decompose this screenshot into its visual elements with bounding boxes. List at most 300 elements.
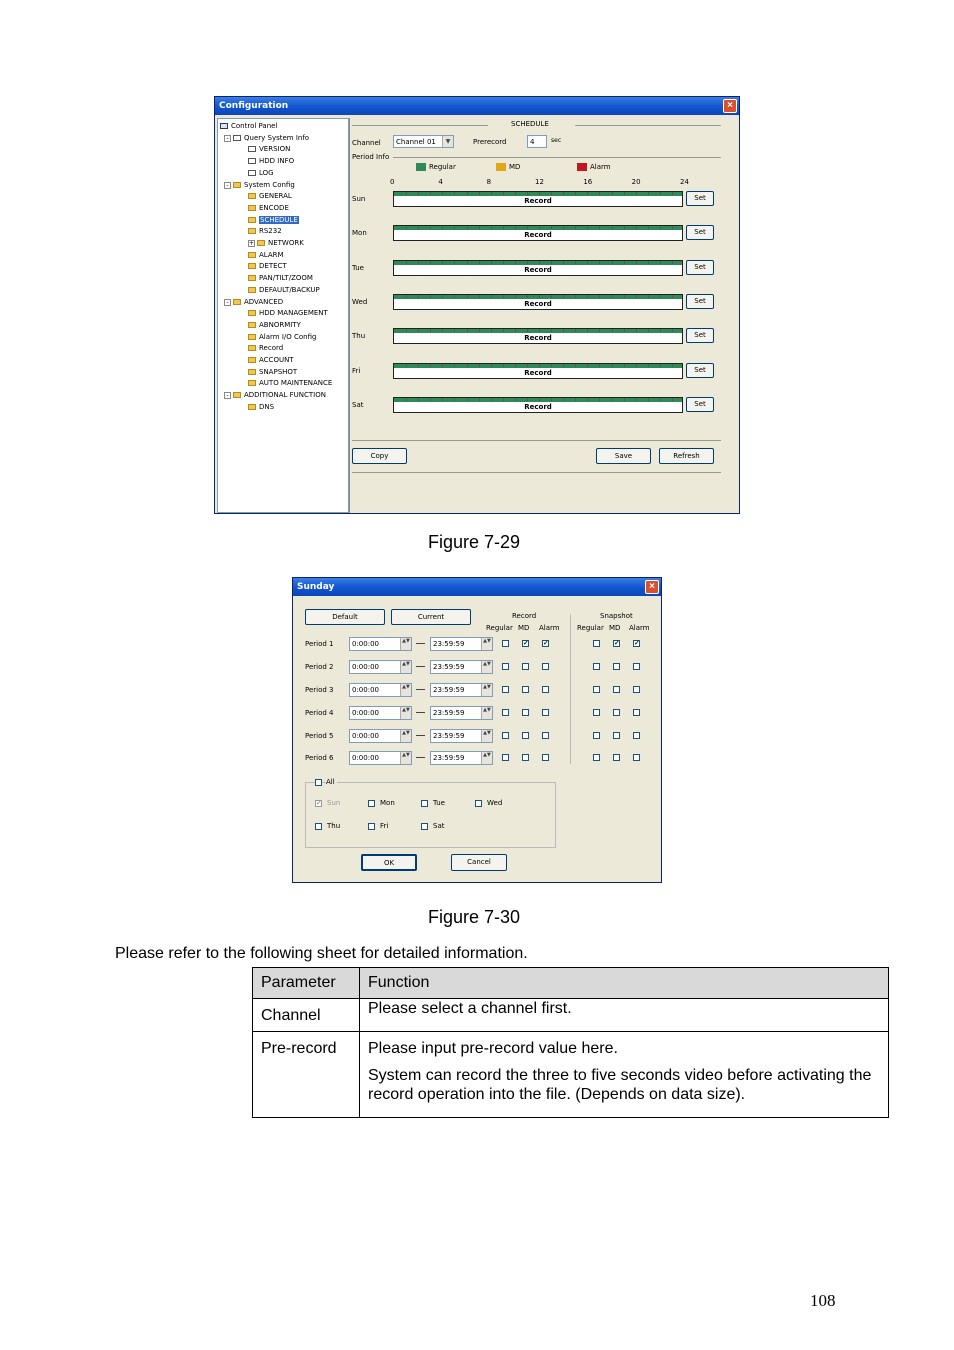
tree-item[interactable] — [224, 390, 326, 401]
hour-tick — [454, 295, 455, 298]
day-schedule-bar[interactable] — [393, 397, 683, 413]
period-start-input[interactable] — [349, 729, 412, 743]
hour-tick — [527, 398, 528, 401]
tree-item[interactable] — [248, 191, 292, 202]
hour-tick — [599, 192, 600, 195]
hour-tick-label: 12 — [535, 178, 544, 186]
hour-tick — [575, 261, 576, 264]
set-button[interactable]: Set — [686, 363, 714, 378]
record-alarm-checkbox[interactable] — [542, 709, 549, 716]
day-schedule-bar[interactable] — [393, 363, 683, 379]
period-end-input[interactable] — [430, 637, 493, 651]
hour-tick — [406, 295, 407, 298]
hour-tick — [672, 226, 673, 229]
collapse-icon[interactable]: - — [224, 392, 231, 399]
snapshot-md-checkbox[interactable] — [613, 686, 620, 693]
period-label: Period 1 — [305, 640, 334, 648]
set-button[interactable]: Set — [686, 225, 714, 240]
period-end-input[interactable] — [430, 660, 493, 674]
hour-tick — [418, 364, 419, 367]
hour-tick — [612, 329, 613, 332]
hour-tick — [406, 226, 407, 229]
hour-tick — [467, 192, 468, 195]
prerecord-input[interactable]: 4 — [527, 135, 547, 148]
record-alarm-checkbox[interactable]: ✓ — [543, 640, 549, 647]
hour-tick — [624, 398, 625, 401]
refresh-button[interactable]: Refresh — [659, 448, 714, 464]
snapshot-md-checkbox[interactable] — [613, 732, 620, 739]
legend-label: MD — [509, 163, 521, 171]
hour-tick — [587, 192, 588, 195]
hour-tick — [479, 261, 480, 264]
days-group-box — [305, 782, 556, 848]
hour-tick — [491, 192, 492, 195]
snapshot-alarm-checkbox[interactable] — [633, 754, 640, 761]
hour-tick — [575, 329, 576, 332]
bar-label: Record — [524, 265, 552, 274]
hour-tick-label: 24 — [680, 178, 689, 186]
spinner-icon[interactable]: ▲▼ — [481, 684, 492, 696]
hour-tick — [599, 261, 600, 264]
folder-icon — [233, 392, 241, 398]
hour-tick — [672, 398, 673, 401]
bar-label: Record — [524, 231, 552, 240]
all-checkbox[interactable] — [315, 779, 322, 786]
hour-tick — [491, 398, 492, 401]
period-label: Period 3 — [305, 686, 334, 694]
hour-tick — [418, 226, 419, 229]
snapshot-alarm-checkbox[interactable] — [633, 663, 640, 670]
snapshot-alarm-checkbox[interactable]: ✓ — [634, 640, 640, 647]
folder-icon — [233, 182, 241, 188]
record-col-md: MD — [518, 624, 530, 632]
hour-tick — [587, 226, 588, 229]
folder-icon — [248, 287, 256, 293]
tree-item-label: DEFAULT/BACKUP — [259, 285, 320, 294]
hour-tick — [503, 329, 504, 332]
hour-tick — [539, 329, 540, 332]
hour-tick — [503, 192, 504, 195]
snapshot-alarm-checkbox[interactable] — [633, 709, 640, 716]
tree-item[interactable] — [224, 133, 309, 144]
hour-tick — [406, 398, 407, 401]
save-button[interactable]: Save — [596, 448, 651, 464]
hour-tick-label: 0 — [390, 178, 395, 186]
folder-icon — [248, 193, 256, 199]
tree-item[interactable] — [248, 320, 301, 331]
tree-item[interactable] — [224, 297, 283, 308]
record-md-checkbox[interactable] — [522, 709, 529, 716]
tree-item-label: SNAPSHOT — [259, 367, 298, 376]
day-checkbox-label: Fri — [380, 822, 389, 830]
folder-icon — [233, 299, 241, 305]
hour-tick — [503, 226, 504, 229]
tree-item-label: ABNORMITY — [259, 320, 301, 329]
hour-tick — [624, 329, 625, 332]
hour-tick — [515, 398, 516, 401]
hour-tick — [479, 226, 480, 229]
hour-tick — [587, 295, 588, 298]
snapshot-regular-checkbox[interactable] — [593, 663, 600, 670]
record-regular-checkbox[interactable] — [502, 686, 509, 693]
spinner-icon[interactable]: ▲▼ — [400, 730, 411, 742]
hour-tick — [527, 364, 528, 367]
tree-item[interactable] — [248, 156, 294, 167]
control-panel-icon — [220, 123, 228, 129]
record-alarm-checkbox[interactable] — [542, 732, 549, 739]
day-wed-checkbox[interactable] — [475, 800, 482, 807]
hour-tick — [503, 398, 504, 401]
hour-tick — [418, 261, 419, 264]
hour-tick — [454, 261, 455, 264]
record-regular-checkbox[interactable] — [502, 640, 509, 647]
day-sat-checkbox[interactable] — [421, 823, 428, 830]
tree-item-label: ENCODE — [259, 203, 289, 212]
period-end-input[interactable] — [430, 729, 493, 743]
close-icon[interactable]: × — [645, 580, 659, 594]
hour-tick — [479, 295, 480, 298]
hour-tick — [672, 295, 673, 298]
record-md-checkbox[interactable]: ✓ — [523, 640, 529, 647]
hour-tick — [636, 226, 637, 229]
tree-item[interactable] — [248, 273, 313, 284]
spinner-icon[interactable]: ▲▼ — [400, 752, 411, 764]
hour-tick — [515, 329, 516, 332]
hour-tick — [660, 295, 661, 298]
hour-tick — [636, 192, 637, 195]
parameter-table — [252, 967, 889, 1118]
snapshot-md-checkbox[interactable]: ✓ — [614, 640, 620, 647]
copy-button[interactable]: Copy — [352, 448, 407, 464]
hour-tick — [527, 226, 528, 229]
tree-item[interactable] — [248, 238, 304, 249]
period-end-value: 23:59:59 — [433, 709, 465, 717]
ok-button[interactable]: OK — [361, 854, 417, 871]
spinner-icon[interactable]: ▲▼ — [400, 707, 411, 719]
hour-tick — [672, 261, 673, 264]
hour-tick — [551, 192, 552, 195]
tree-item[interactable] — [248, 332, 316, 343]
folder-icon — [248, 217, 256, 223]
chevron-down-icon[interactable]: ▼ — [442, 136, 453, 147]
tree-item[interactable] — [248, 355, 294, 366]
hour-tick — [624, 364, 625, 367]
all-label: All — [326, 778, 335, 786]
hour-tick — [479, 192, 480, 195]
record-md-checkbox[interactable] — [522, 663, 529, 670]
hour-tick — [491, 364, 492, 367]
schedule-section-line-right — [575, 125, 721, 126]
period-label: Period 5 — [305, 732, 334, 740]
period-end-value: 23:59:59 — [433, 754, 465, 762]
record-md-checkbox[interactable] — [522, 686, 529, 693]
record-regular-checkbox[interactable] — [502, 732, 509, 739]
period-start-input[interactable] — [349, 637, 412, 651]
spinner-icon[interactable]: ▲▼ — [481, 707, 492, 719]
snapshot-regular-checkbox[interactable] — [593, 686, 600, 693]
tree-item[interactable] — [248, 250, 284, 261]
day-schedule-bar[interactable] — [393, 328, 683, 344]
dialog-title: Sunday — [293, 578, 661, 596]
hour-tick — [575, 295, 576, 298]
cancel-button[interactable]: Cancel — [451, 854, 507, 871]
spinner-icon[interactable]: ▲▼ — [481, 730, 492, 742]
bar-label: Record — [524, 402, 552, 411]
range-dash — [416, 666, 425, 667]
hour-tick — [442, 329, 443, 332]
folder-icon — [248, 228, 256, 234]
folder-icon — [248, 334, 256, 340]
spinner-icon[interactable]: ▲▼ — [481, 638, 492, 650]
tree-item[interactable] — [248, 343, 283, 354]
hour-tick — [648, 192, 649, 195]
hour-tick — [503, 295, 504, 298]
hour-tick — [442, 398, 443, 401]
channel-select[interactable] — [393, 135, 454, 148]
period-end-value: 23:59:59 — [433, 663, 465, 671]
hour-tick — [479, 398, 480, 401]
hour-tick — [636, 261, 637, 264]
hour-tick — [587, 364, 588, 367]
snapshot-regular-checkbox[interactable] — [593, 709, 600, 716]
hour-tick — [660, 192, 661, 195]
collapse-icon[interactable]: - — [224, 135, 231, 142]
tree-item[interactable] — [248, 402, 274, 413]
day-schedule-bar[interactable] — [393, 294, 683, 310]
spinner-icon[interactable]: ▲▼ — [400, 638, 411, 650]
collapse-icon[interactable]: - — [224, 182, 231, 189]
hour-tick — [442, 192, 443, 195]
bar-label: Record — [524, 197, 552, 205]
set-button[interactable]: Set — [686, 260, 714, 275]
hour-tick — [515, 364, 516, 367]
hour-tick — [648, 295, 649, 298]
tree-item[interactable] — [248, 308, 328, 319]
spinner-icon[interactable]: ▲▼ — [400, 684, 411, 696]
hour-tick — [660, 261, 661, 264]
hour-tick — [551, 364, 552, 367]
tree-item-label: DETECT — [259, 262, 287, 271]
hour-tick — [430, 329, 431, 332]
period-start-value: 0:00:00 — [352, 640, 379, 648]
period-start-input[interactable] — [349, 706, 412, 720]
day-checkbox-label: Tue — [433, 799, 445, 807]
tree-item[interactable] — [248, 261, 287, 272]
bar-label: Record — [524, 299, 552, 308]
snapshot-col-md: MD — [609, 624, 621, 632]
hour-tick — [539, 295, 540, 298]
folder-icon — [248, 205, 256, 211]
hour-tick — [672, 192, 673, 195]
hour-tick — [551, 398, 552, 401]
tree-item[interactable] — [248, 168, 274, 179]
default-button[interactable]: Default — [305, 609, 385, 625]
hour-tick — [454, 398, 455, 401]
hour-tick — [442, 226, 443, 229]
hour-tick — [479, 364, 480, 367]
page-number: 108 — [810, 1291, 836, 1310]
current-button[interactable]: Current — [391, 609, 471, 625]
tree-item[interactable] — [248, 226, 282, 237]
hour-tick — [467, 398, 468, 401]
snapshot-md-checkbox[interactable] — [613, 709, 620, 716]
spinner-icon[interactable]: ▲▼ — [481, 661, 492, 673]
folder-icon — [248, 310, 256, 316]
hour-tick — [539, 192, 540, 195]
tree-item-label: Record — [259, 344, 284, 353]
hour-tick — [612, 261, 613, 264]
collapse-icon[interactable]: - — [224, 299, 231, 306]
day-thu-checkbox[interactable] — [315, 823, 322, 830]
document-icon — [248, 146, 256, 152]
hour-tick — [660, 329, 661, 332]
tree-item[interactable] — [220, 121, 277, 132]
hour-tick — [430, 295, 431, 298]
set-button[interactable]: Set — [686, 294, 714, 309]
range-dash — [416, 735, 425, 736]
record-alarm-checkbox[interactable] — [542, 663, 549, 670]
tree-item-label: RS232 — [259, 227, 282, 236]
period-start-value: 0:00:00 — [352, 754, 379, 762]
record-col-alarm: Alarm — [539, 624, 560, 632]
period-end-input[interactable] — [430, 706, 493, 720]
hour-tick — [442, 295, 443, 298]
snapshot-alarm-checkbox[interactable] — [633, 686, 640, 693]
day-tue-checkbox[interactable] — [421, 800, 428, 807]
day-label: Thu — [352, 332, 366, 341]
close-icon[interactable]: × — [723, 99, 737, 113]
tree-item-label: VERSION — [259, 145, 291, 154]
bar-label: Record — [524, 368, 552, 377]
range-dash — [416, 757, 425, 758]
table-row — [253, 1032, 889, 1118]
tree-item-label: HDD INFO — [259, 157, 295, 166]
period-start-input[interactable] — [349, 751, 412, 765]
period-label: Period 4 — [305, 709, 334, 717]
hour-tick — [551, 226, 552, 229]
day-label: Mon — [352, 229, 367, 238]
record-alarm-checkbox[interactable] — [542, 754, 549, 761]
day-label: Fri — [352, 366, 361, 375]
tree-item[interactable] — [248, 285, 320, 296]
snapshot-regular-checkbox[interactable] — [593, 732, 600, 739]
set-button[interactable]: Set — [686, 328, 714, 343]
hour-tick — [467, 295, 468, 298]
period-end-value: 23:59:59 — [433, 732, 465, 740]
day-schedule-bar[interactable] — [393, 225, 683, 241]
record-regular-checkbox[interactable] — [502, 709, 509, 716]
period-start-value: 0:00:00 — [352, 686, 379, 694]
document-icon — [248, 170, 256, 176]
snapshot-regular-checkbox[interactable] — [593, 640, 600, 647]
snapshot-md-checkbox[interactable] — [613, 663, 620, 670]
period-start-value: 0:00:00 — [352, 709, 379, 717]
record-group-label: Record — [512, 612, 537, 620]
hour-tick-label: 8 — [486, 178, 492, 186]
tree-item-label: System Config — [244, 180, 295, 189]
hour-tick — [406, 364, 407, 367]
spinner-icon[interactable]: ▲▼ — [481, 752, 492, 764]
day-schedule-bar[interactable] — [393, 191, 683, 207]
folder-icon — [248, 369, 256, 375]
hour-tick — [442, 364, 443, 367]
tree-item-label: DNS — [259, 402, 275, 411]
tree-item[interactable] — [248, 203, 289, 214]
figure-30-caption: Figure 7-30 — [428, 907, 521, 927]
day-fri-checkbox[interactable] — [368, 823, 375, 830]
record-regular-checkbox[interactable] — [502, 754, 509, 761]
tree-item-label: HDD MANAGEMENT — [259, 309, 328, 318]
hour-tick — [418, 398, 419, 401]
group-separator — [570, 614, 571, 764]
set-button[interactable]: Set — [686, 397, 714, 412]
figure-29-caption: Figure 7-29 — [428, 532, 521, 552]
period-start-input[interactable] — [349, 683, 412, 697]
day-mon-checkbox[interactable] — [368, 800, 375, 807]
hour-tick — [539, 398, 540, 401]
period-end-input[interactable] — [430, 683, 493, 697]
hour-tick — [442, 261, 443, 264]
folder-icon — [257, 240, 265, 246]
period-end-input[interactable] — [430, 751, 493, 765]
snapshot-md-checkbox[interactable] — [613, 754, 620, 761]
day-sun-checkbox[interactable]: ✓ — [316, 800, 322, 807]
period-start-input[interactable] — [349, 660, 412, 674]
spinner-icon[interactable]: ▲▼ — [400, 661, 411, 673]
hour-tick — [406, 329, 407, 332]
hour-tick — [515, 226, 516, 229]
hour-tick — [430, 261, 431, 264]
hour-tick — [648, 398, 649, 401]
record-md-checkbox[interactable] — [522, 754, 529, 761]
legend-swatch — [416, 163, 426, 171]
hour-tick — [636, 364, 637, 367]
record-regular-checkbox[interactable] — [502, 663, 509, 670]
record-md-checkbox[interactable] — [522, 732, 529, 739]
tree-item[interactable] — [248, 367, 297, 378]
hour-tick — [660, 226, 661, 229]
set-button[interactable]: Set — [686, 191, 714, 206]
hour-tick — [612, 364, 613, 367]
snapshot-alarm-checkbox[interactable] — [633, 732, 640, 739]
tree-item[interactable] — [248, 215, 299, 226]
hour-tick — [599, 398, 600, 401]
param-cell: Channel — [253, 999, 360, 1032]
hour-tick — [612, 398, 613, 401]
hour-tick — [454, 192, 455, 195]
day-label: Sun — [352, 195, 366, 203]
schedule-section-line-left — [352, 125, 488, 126]
folder-icon — [248, 322, 256, 328]
hour-tick — [491, 295, 492, 298]
hour-tick — [612, 226, 613, 229]
expand-icon[interactable]: + — [249, 240, 255, 247]
hour-tick — [491, 329, 492, 332]
tree-item[interactable] — [224, 180, 295, 191]
tree-item-label: ACCOUNT — [259, 356, 294, 364]
hour-tick — [527, 192, 528, 195]
hour-tick — [624, 261, 625, 264]
record-alarm-checkbox[interactable] — [542, 686, 549, 693]
tree-item[interactable] — [248, 144, 290, 155]
hour-tick — [551, 261, 552, 264]
day-schedule-bar[interactable] — [393, 260, 683, 276]
header-parameter: Parameter — [253, 968, 360, 999]
hour-tick — [418, 192, 419, 195]
snapshot-regular-checkbox[interactable] — [593, 754, 600, 761]
folder-icon — [248, 357, 256, 363]
tree-item[interactable] — [248, 378, 332, 389]
